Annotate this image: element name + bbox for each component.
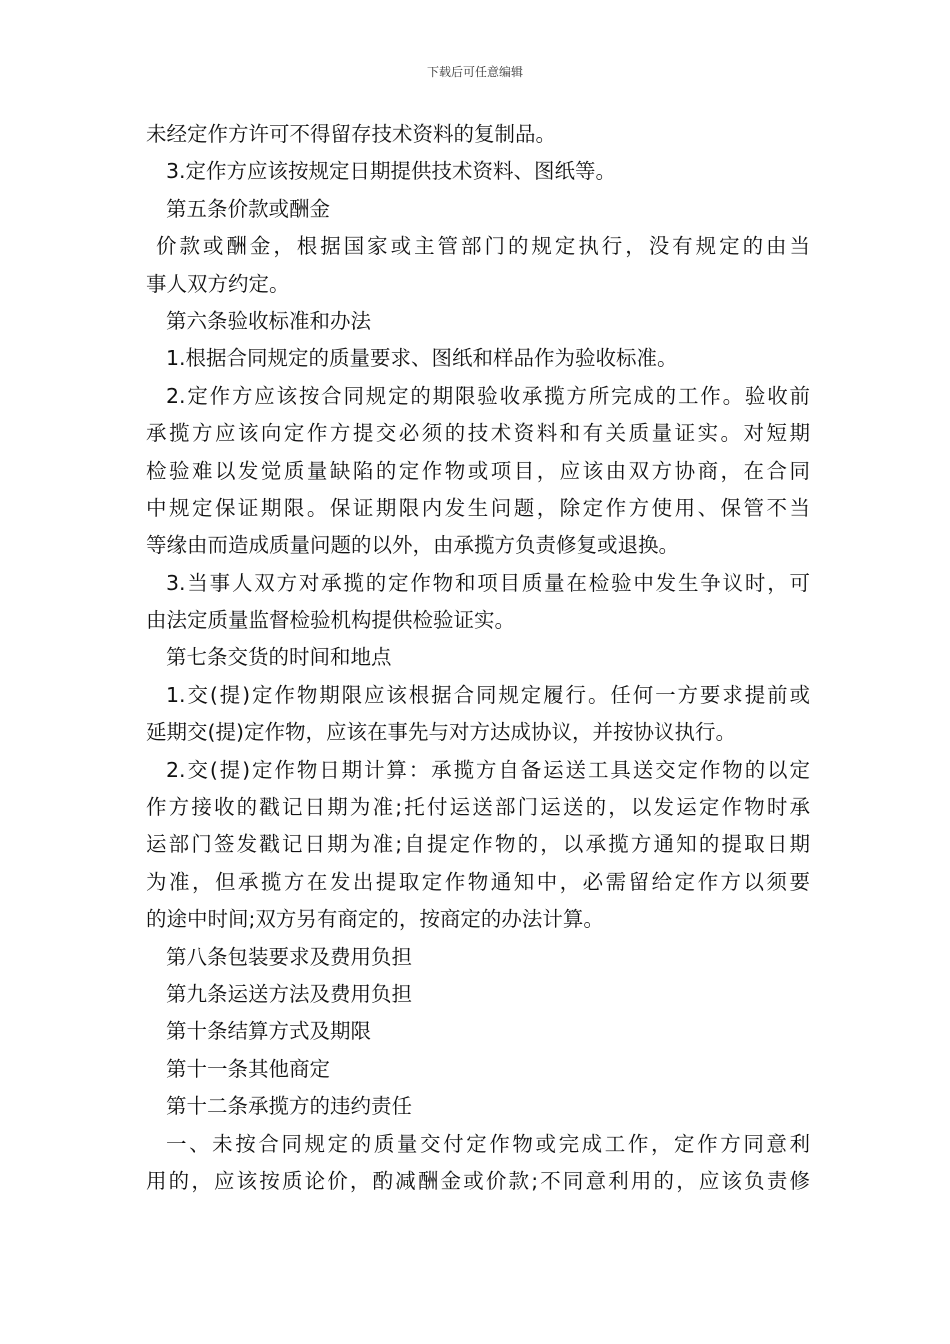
text-line: 等缘由而造成质量问题的以外，由承揽方负责修复或退换。 <box>146 533 679 558</box>
text-line: 3.当事人双方对承揽的定作物和项目质量在检验中发生争议时，可 <box>166 570 810 595</box>
text-line: 承揽方应该向定作方提交必须的技术资料和有关质量证实。对短期 <box>146 421 810 446</box>
text-line: 运部门签发戳记日期为准;自提定作物的，以承揽方通知的提取日期 <box>146 832 810 857</box>
text-line: 3.定作方应该按规定日期提供技术资料、图纸等。 <box>166 159 617 184</box>
text-line: 为准，但承揽方在发出提取定作物通知中，必需留给定作方以须要 <box>146 869 810 894</box>
section-heading: 第八条包装要求及费用负担 <box>166 944 412 969</box>
text-line: 检验难以发觉质量缺陷的定作物或项目，应该由双方协商，在合同 <box>146 458 810 483</box>
section-heading: 第五条价款或酬金 <box>166 196 330 221</box>
section-heading: 第六条验收标准和办法 <box>166 308 371 333</box>
text-line: 一、未按合同规定的质量交付定作物或完成工作，定作方同意利 <box>166 1131 810 1156</box>
text-line: 事人双方约定。 <box>146 271 290 296</box>
section-heading: 第十一条其他商定 <box>166 1056 330 1081</box>
text-line: 2.交(提)定作物日期计算：承揽方自备运送工具送交定作物的以定 <box>166 757 810 782</box>
text-line: 价款或酬金，根据国家或主管部门的规定执行，没有规定的由当 <box>156 234 810 259</box>
text-line: 作方接收的戳记日期为准;托付运送部门运送的，以发运定作物时承 <box>146 795 810 820</box>
text-line: 的途中时间;双方另有商定的，按商定的办法计算。 <box>146 907 604 932</box>
text-line: 由法定质量监督检验机构提供检验证实。 <box>146 608 515 633</box>
text-line: 1.交(提)定作物期限应该根据合同规定履行。任何一方要求提前或 <box>166 682 810 707</box>
section-heading: 第七条交货的时间和地点 <box>166 645 392 670</box>
text-line: 中规定保证期限。保证期限内发生问题，除定作方使用、保管不当 <box>146 495 810 520</box>
section-heading: 第十条结算方式及期限 <box>166 1019 371 1044</box>
document-body <box>146 116 810 1200</box>
section-heading: 第九条运送方法及费用负担 <box>166 981 412 1006</box>
text-line: 1.根据合同规定的质量要求、图纸和样品作为验收标准。 <box>166 346 678 371</box>
page-header: 下载后可任意编辑 <box>426 65 523 79</box>
text-line: 2.定作方应该按合同规定的期限验收承揽方所完成的工作。验收前 <box>166 383 810 408</box>
text-line: 未经定作方许可不得留存技术资料的复制品。 <box>146 122 556 146</box>
text-line: 延期交(提)定作物，应该在事先与对方达成协议，并按协议执行。 <box>146 720 736 745</box>
text-line: 用的，应该按质论价，酌减酬金或价款;不同意利用的，应该负责修 <box>146 1168 810 1193</box>
section-heading: 第十二条承揽方的违约责任 <box>166 1094 412 1119</box>
